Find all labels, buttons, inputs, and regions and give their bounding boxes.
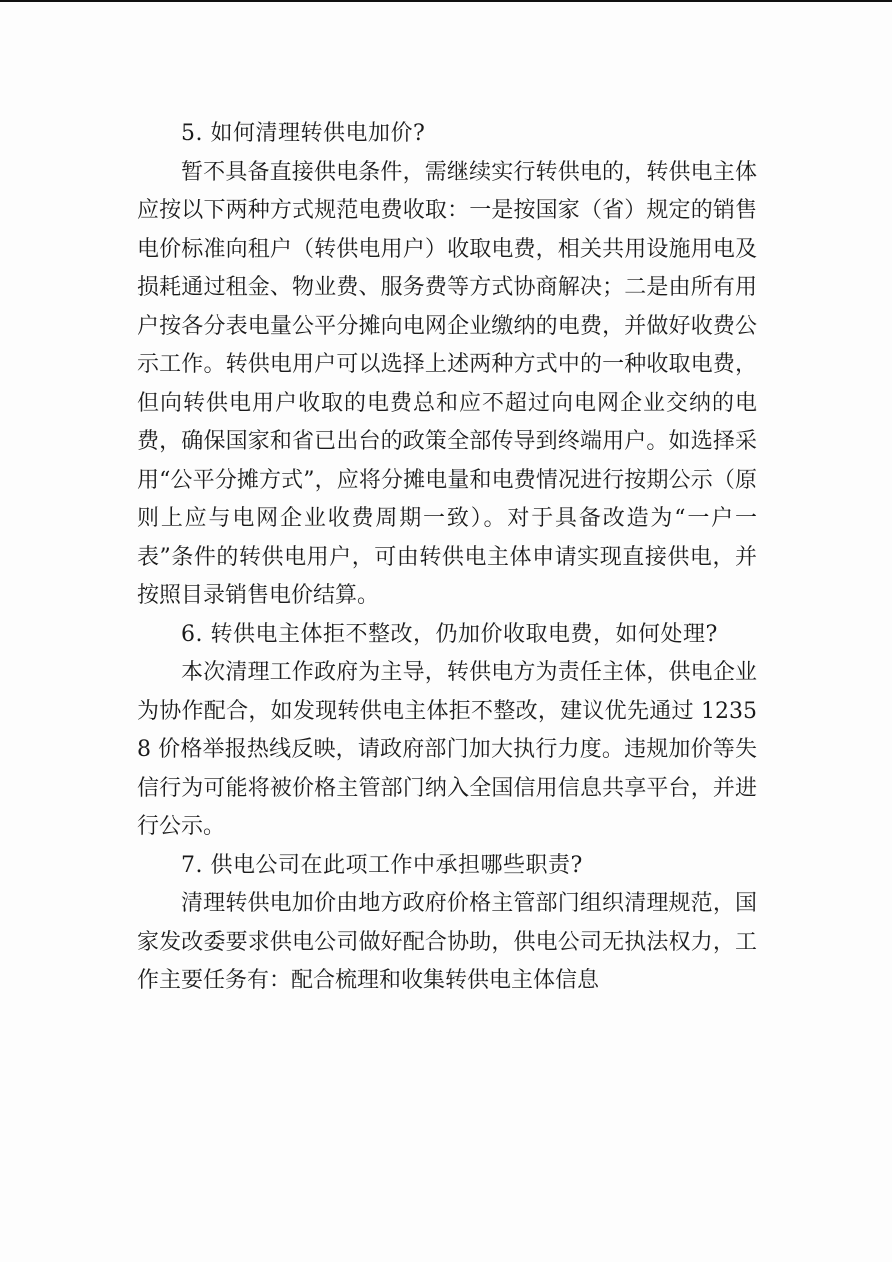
- answer-7: 清理转供电加价由地方政府价格主管部门组织清理规范，国家发改委要求供电公司做好配合协助，供电公司无执法权力，工作主要任务有：配合梳理和收集转供电主体信息: [137, 891, 757, 993]
- question-6: 6. 转供电主体拒不整改，仍加价收取电费，如何处理?: [181, 621, 718, 647]
- answer-5: 暂不具备直接供电条件，需继续实行转供电的，转供电主体应按以下两种方式规范电费收取：一是按国家（省）规定的销售电价标准向租户（转供电用户）收取电费，相关共用设施用电及损耗通过租金、物业费、服务费等方式协商解决；二是由所有用户按各分表电量公平分摊向电网企业缴纳的电费，并做好收费公示工作。转供电用户可以选择上述两种方式中的一种收取电费，但向转供电用户收取的电费总和应不超过向电网企业交纳的电费，确保国家和省已出台的政策全部传导到终端用户。如选择采用“公平分摊方式”，应将分摊电量和电费情况进行按期公示（原则上应与电网企业收费周期一致）。对于具备改造为“一户一表”条件的转供电用户，可由转供电主体申请实现直接供电，并按照目录销售电价结算。: [137, 159, 757, 608]
- answer-6: 本次清理工作政府为主导，转供电方为责任主体，供电企业为协作配合，如发现转供电主体拒不整改，建议优先通过 12358 价格举报热线反映，请政府部门加大执行力度。违规加价等失信行为可能将被价格主管部门纳入全国信用信息共享平台，并进行公示。: [137, 660, 757, 839]
- question-7: 7. 供电公司在此项工作中承担哪些职责?: [181, 852, 583, 878]
- document-body: [137, 115, 757, 1001]
- question-5: 5. 如何清理转供电加价?: [181, 121, 426, 146]
